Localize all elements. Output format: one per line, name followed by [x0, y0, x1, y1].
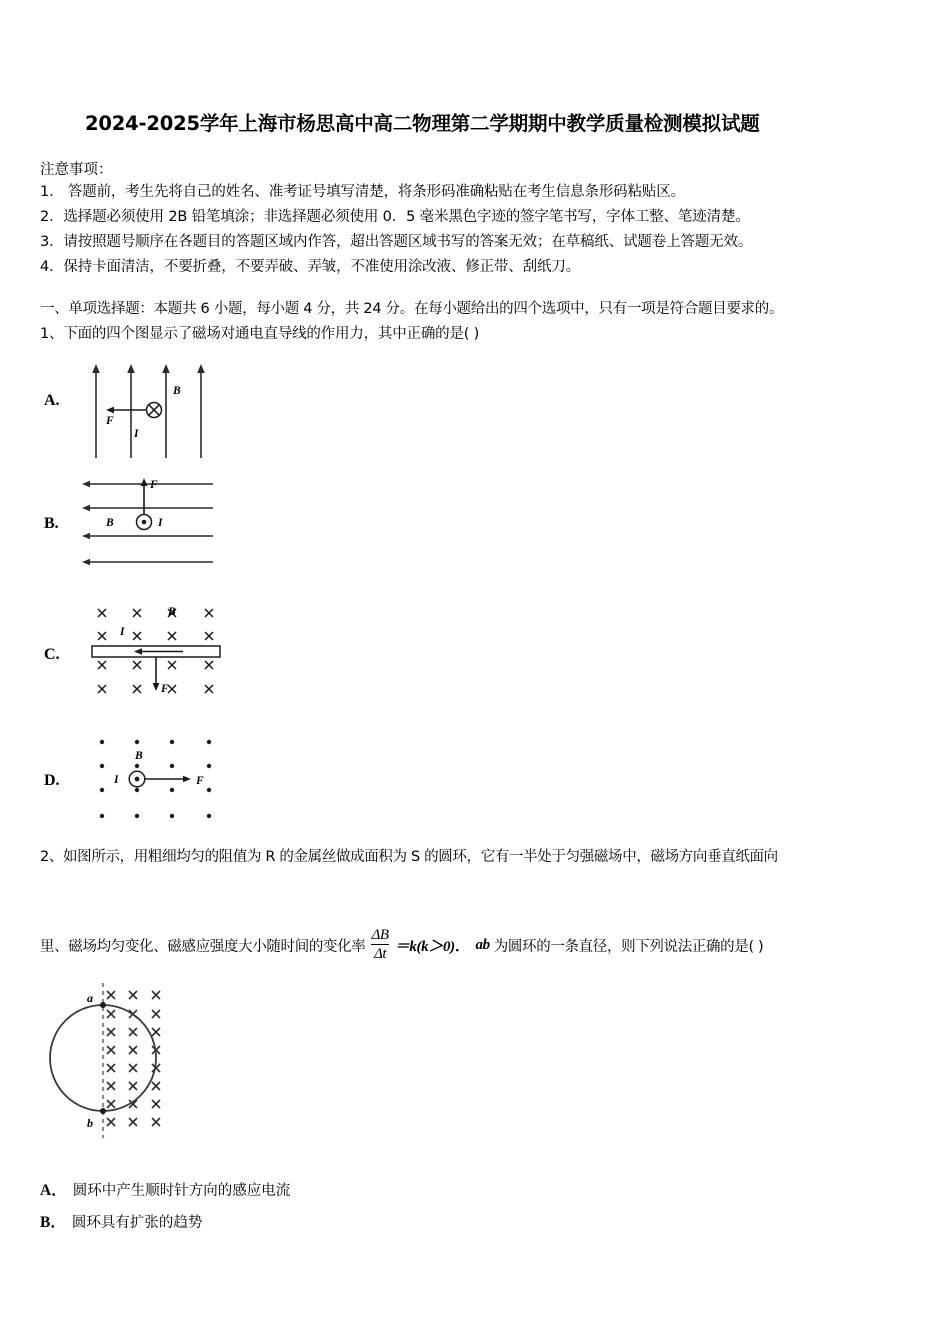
option-c-figure	[78, 595, 288, 700]
diameter-label-ab: ab	[475, 937, 490, 953]
option-c-label: C.	[44, 646, 60, 663]
fraction-denominator: Δt	[371, 944, 389, 962]
option-b-label: B．	[40, 1214, 66, 1231]
notice-item: 4．保持卡面清洁，不要折叠，不要弄破、弄皱，不准使用涂改液、修正带、刮纸刀。	[40, 259, 581, 275]
force-label-f: F	[161, 683, 169, 695]
point-b-marker	[100, 1108, 106, 1114]
question-1-stem: 1、下面的四个图显示了磁场对通电直导线的作用力，其中正确的是( )	[40, 326, 480, 342]
notice-item: 1． 答题前，考生先将自己的姓名、准考证号填写清楚，将条形码准确粘贴在考生信息条形码粘贴区。	[40, 184, 685, 200]
field-label-b: B	[173, 385, 181, 397]
field-label-b: B	[106, 517, 114, 529]
notice-heading: 注意事项：	[40, 162, 113, 178]
field-label-b: B	[135, 750, 143, 762]
current-label-i: I	[158, 517, 163, 529]
current-out-of-page-icon	[137, 515, 152, 530]
option-a-label: A.	[44, 392, 60, 409]
option-d-label: D.	[44, 772, 60, 789]
q2-line2-prefix: 里、磁场均匀变化、磁感应强度大小随时间的变化率	[40, 939, 366, 955]
point-a-marker	[100, 1002, 106, 1008]
current-label-i: I	[120, 626, 125, 638]
current-out-of-page-icon	[129, 771, 145, 787]
q2-line2-suffix: 为圆环的一条直径，则下列说法正确的是( )	[493, 939, 764, 955]
question-2-option-a	[40, 1178, 290, 1200]
formula-fraction	[368, 927, 391, 962]
force-label-f: F	[106, 415, 114, 427]
notice-item: 3．请按照题号顺序在各题目的答题区域内作答，超出答题区域书写的答案无效；在草稿纸、试题卷上答题无效。	[40, 234, 753, 250]
current-into-page-icon	[147, 403, 162, 418]
option-d-figure	[78, 728, 288, 823]
notice-item: 2．选择题必须使用 2B 铅笔填涂；非选择题必须使用 0．5 毫米黑色字迹的签字笔书写，字体工整、笔迹清楚。	[40, 209, 750, 225]
page-title: 2024-2025学年上海市杨思高中高二物理第二学期期中教学质量检测模拟试题	[85, 112, 760, 135]
question-2-stem-line2	[40, 928, 950, 963]
option-b-figure	[78, 474, 288, 569]
option-a-figure	[78, 362, 278, 462]
field-into-page-crosses	[107, 991, 160, 1126]
field-label-b: B	[168, 606, 176, 618]
question-2-stem-line1: 2、如图所示，用粗细均匀的阻值为 R 的金属丝做成面积为 S 的圆环，它有一半处于匀强磁场中，磁场方向垂直纸面向	[40, 849, 778, 865]
option-b-text: 圆环具有扩张的趋势	[71, 1215, 203, 1231]
formula-rest: ＝k(k＞0)．	[394, 939, 470, 955]
question-2-figure	[45, 975, 245, 1150]
option-b-label: B.	[44, 515, 59, 532]
point-b-label: b	[87, 1116, 93, 1130]
section-heading: 一、单项选择题：本题共 6 小题，每小题 4 分，共 24 分。在每小题给出的四个选项中，只有一项是符合题目要求的。	[40, 301, 784, 317]
option-a-text: 圆环中产生顺时针方向的感应电流	[72, 1183, 291, 1199]
current-label-i: I	[114, 774, 119, 786]
force-label-f: F	[196, 775, 204, 787]
fraction-numerator: ΔB	[371, 927, 389, 943]
notice-list	[40, 180, 920, 280]
option-a-label: A．	[40, 1182, 67, 1199]
point-a-label: a	[87, 991, 93, 1005]
question-2-option-b	[40, 1210, 202, 1232]
current-label-i: I	[134, 428, 139, 440]
force-label-f: F	[150, 479, 158, 491]
